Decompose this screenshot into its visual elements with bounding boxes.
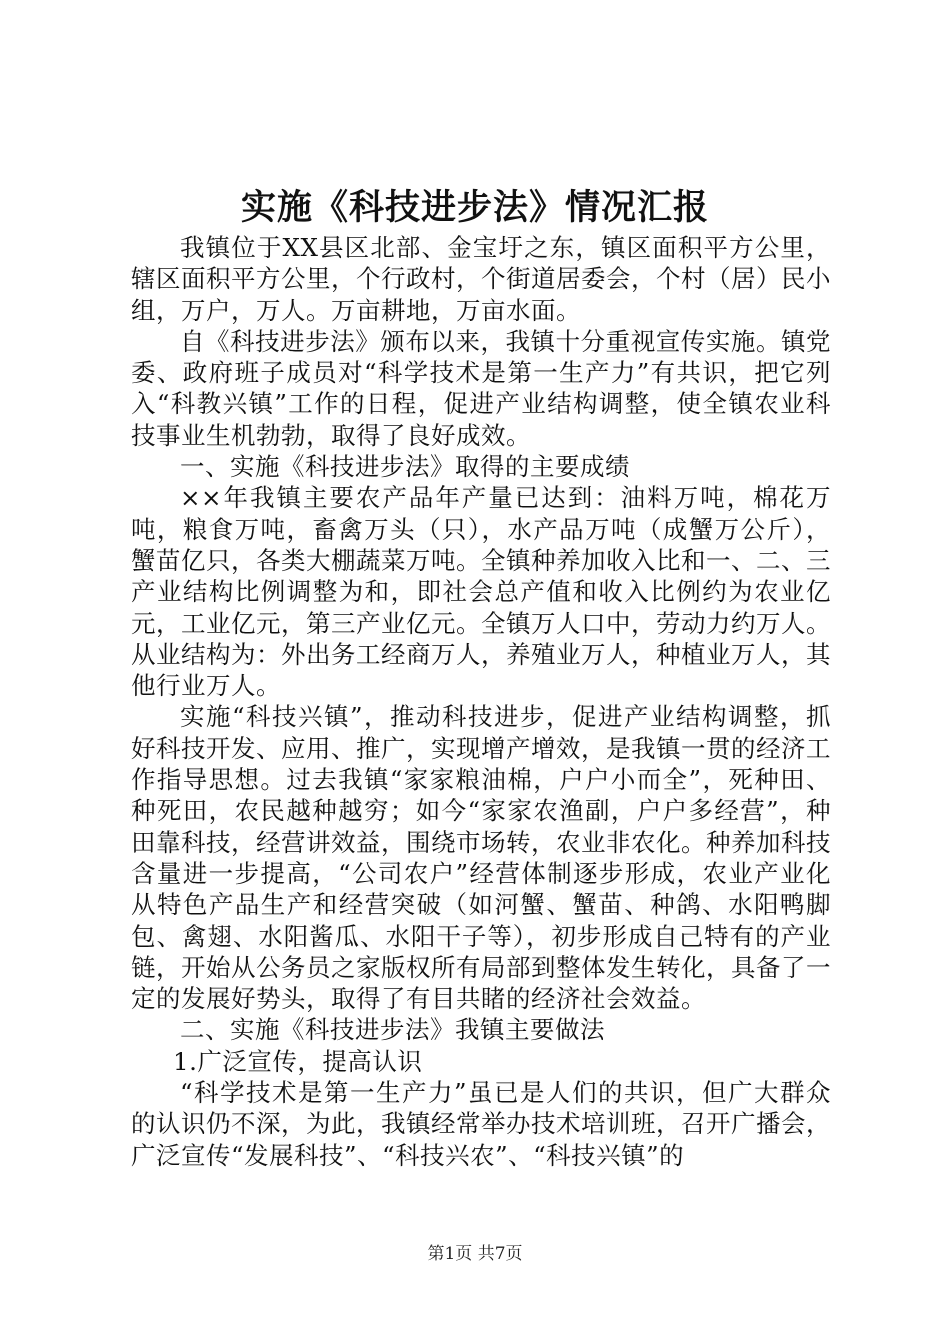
paragraph-intro: 我镇位于XX县区北部、金宝圩之东，镇区面积平方公里，辖区面积平方公里，个行政村，个街道居委会，个村（居）民小组，万户，万人。万亩耕地，万亩水面。 <box>131 233 831 325</box>
document-title: 实施《科技进步法》情况汇报 <box>240 187 709 228</box>
document-body <box>131 232 831 1171</box>
subsection-heading-publicity: 1.广泛宣传，提高认识 <box>173 1046 423 1076</box>
paragraph-strategy: 实施“科技兴镇”，推动科技进步，促进产业结构调整，抓好科技开发、应用、推广，实现增产增效，是我镇一贯的经济工作指导思想。过去我镇“家家粮油棉，户户小而全”，死种田、种死田，农民越种越穷；如今“家家农渔副，户户多经营”，种田靠科技，经营讲效益，围绕市场转，农业非农化。种养加科技含量进一步提高，“公司农户”经营体制逐步形成，农业产业化从特色产品生产和经营突破（如河蟹、蟹苗、种鸽、水阳鸭脚包、禽翅、水阳酱瓜、水阳干子等），初步形成自己特有的产业链，开始从公务员之家版权所有局部到整体发生转化，具备了一定的发展好势头，取得了有目共睹的经济社会效益。 <box>131 702 831 1014</box>
paragraph-overview: 自《科技进步法》颁布以来，我镇十分重视宣传实施。镇党委、政府班子成员对“科学技术是第一生产力”有共识，把它列入“科教兴镇”工作的日程，促进产业结构调整，使全镇农业科技事业生机勃勃，取得了良好成效。 <box>131 326 831 450</box>
section-heading-methods: 二、实施《科技进步法》我镇主要做法 <box>180 1015 605 1045</box>
section-heading-achievements: 一、实施《科技进步法》取得的主要成绩 <box>180 452 630 482</box>
paragraph-production: ××年我镇主要农产品年产量已达到：油料万吨，棉花万吨，粮食万吨，畜禽万头（只），水产品万吨（成蟹万公斤），蟹苗亿只，各类大棚蔬菜万吨。全镇种养加收入比和一、二、三产业结构比例调整为和，即社会总产值和收入比例约为农业亿元，工业亿元，第三产业亿元。全镇万人口中，劳动力约万人。从业结构为：外出务工经商万人，养殖业万人，种植业万人，其他行业万人。 <box>131 483 831 701</box>
page-number-footer: 第1页 共7页 <box>427 1244 523 1264</box>
paragraph-publicity: “科学技术是第一生产力”虽已是人们的共识，但广大群众的认识仍不深，为此，我镇经常举办技术培训班，召开广播会，广泛宣传“发展科技”、“科技兴农”、“科技兴镇”的 <box>131 1078 831 1170</box>
